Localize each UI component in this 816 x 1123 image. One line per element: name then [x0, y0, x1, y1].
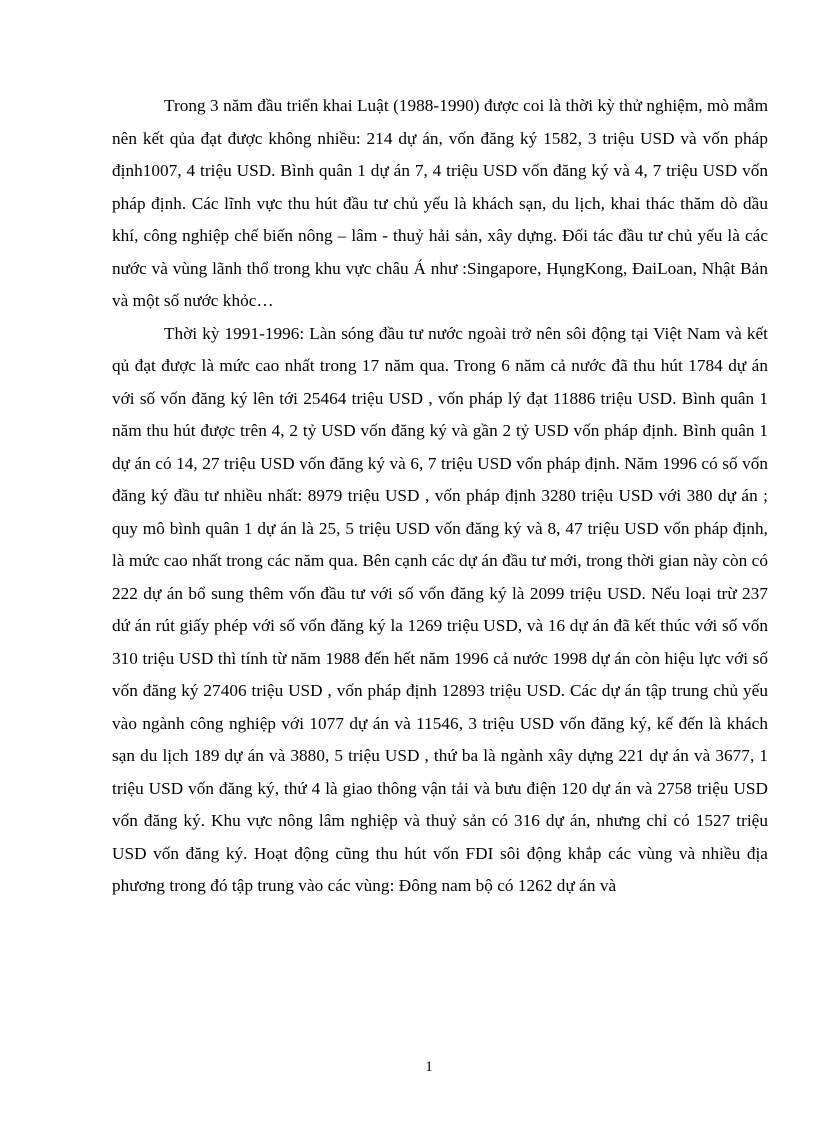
- document-body: [112, 90, 768, 903]
- paragraph-initial-period: Trong 3 năm đầu triển khai Luật (1988-1990) được coi là thời kỳ thử nghiệm, mò mẫm nên kết qủa đạt được không nhiều: 214 dự án, vốn đăng ký 1582, 3 triệu USD và vốn pháp định1007, 4 triệu USD. Bình quân 1 dự án 7, 4 triệu USD vốn đăng ký và 4, 7 triệu USD vốn pháp định. Các lĩnh vực thu hút đầu tư chủ yếu là khách sạn, du lịch, khai thác thăm dò dầu khí, công nghiệp chế biến nông – lâm - thuỷ hải sản, xây dựng. Đối tác đầu tư chủ yếu là các nước và vùng lãnh thổ trong khu vực châu Á như :Singapore, HụngKong, ĐaiLoan, Nhật Bản và một số nước khỏc…: [112, 96, 768, 310]
- paragraph-period-1991-1996: Thời kỳ 1991-1996: Làn sóng đầu tư nước ngoài trở nên sôi động tại Việt Nam và kết qủ đạt được là mức cao nhất trong 17 năm qua. Trong 6 năm cả nước đã thu hút 1784 dự án với số vốn đăng ký lên tới 25464 triệu USD , vốn pháp lý đạt 11886 triệu USD. Bình quân 1 năm thu hút được trên 4, 2 tỷ USD vốn đăng ký và gần 2 tỷ USD vốn pháp định. Bình quân 1 dự án có 14, 27 triệu USD vốn đăng ký và 6, 7 triệu USD vốn pháp định. Năm 1996 có số vốn đăng ký đầu tư nhiều nhất: 8979 triệu USD , vốn pháp định 3280 triệu USD với 380 dự án ; quy mô bình quân 1 dự án là 25, 5 triệu USD vốn đăng ký và 8, 47 triệu USD vốn pháp định, là mức cao nhất trong các năm qua. Bên cạnh các dự án đầu tư mới, trong thời gian này còn có 222 dự án bổ sung thêm vốn đầu tư với số vốn đăng ký là 2099 triệu USD. Nếu loại trừ 237 dứ án rút giấy phép với số vốn đăng ký la 1269 triệu USD, và 16 dự án đã kết thúc với số vốn 310 triệu USD thì tính từ năm 1988 đến hết năm 1996 cả nước 1998 dự án còn hiệu lực với số vốn đăng ký 27406 triệu USD , vốn pháp định 12893 triệu USD. Các dự án tập trung chủ yếu vào ngành công nghiệp với 1077 dự án và 11546, 3 triệu USD vốn đăng ký, kế đến là khách sạn du lịch 189 dự án và 3880, 5 triệu USD , thứ ba là ngành xây dựng 221 dự án và 3677, 1 triệu USD vốn đăng ký, thứ 4 là giao thông vận tải và bưu điện 120 dự án và 2758 triệu USD vốn đăng ký. Khu vực nông lâm nghiệp và thuỷ sản có 316 dự án, nhưng chỉ có 1527 triệu USD vốn đăng ký. Hoạt động cũng thu hút vốn FDI sôi động khắp các vùng và nhiều địa phương trong đó tập trung vào các vùng: Đông nam bộ có 1262 dự án và: [112, 323, 768, 895]
- page-number: 1: [425, 1059, 433, 1075]
